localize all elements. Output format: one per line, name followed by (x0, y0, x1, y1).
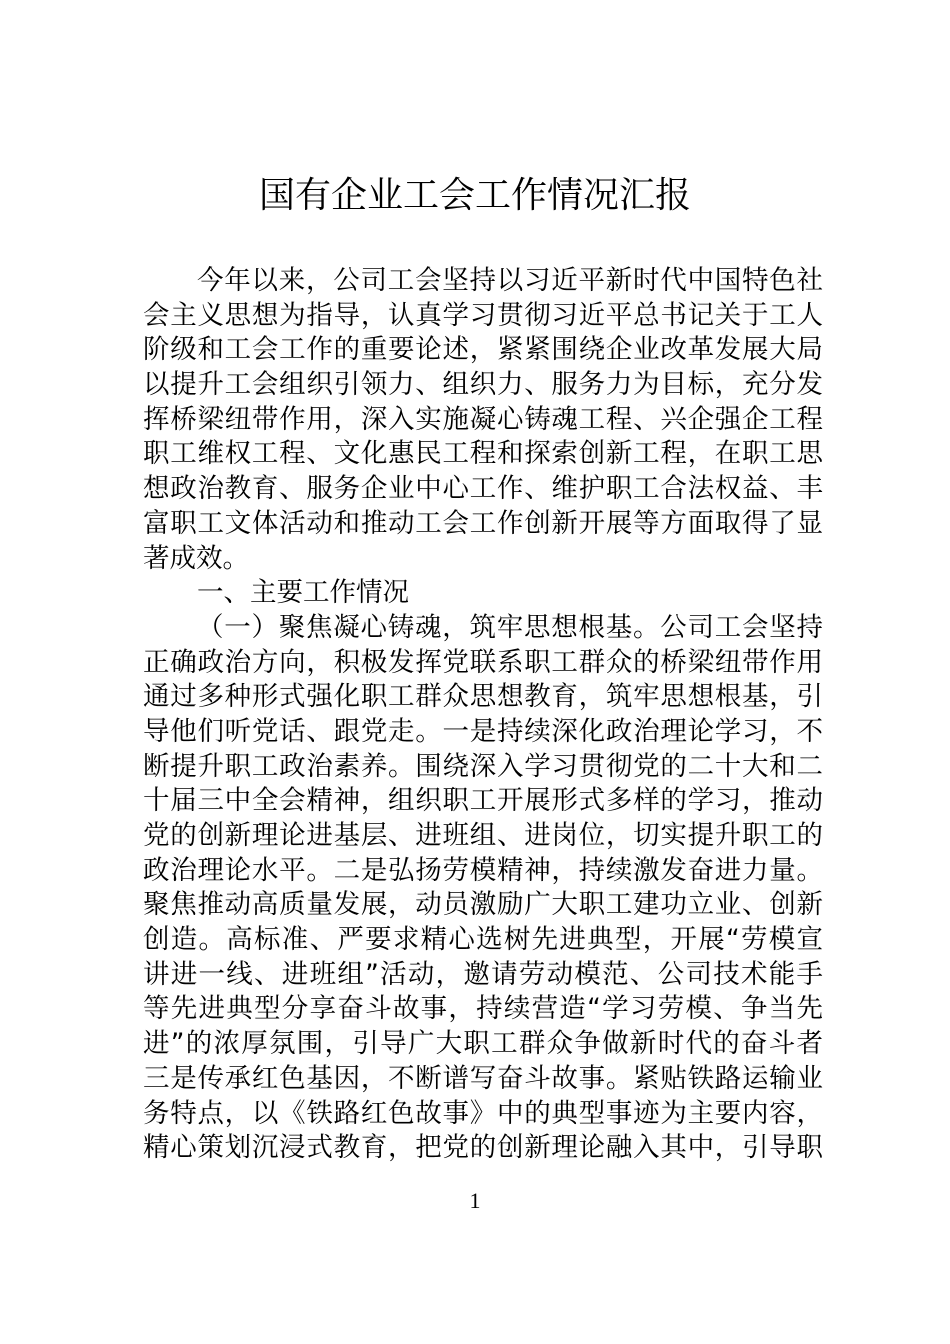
paragraph-line: 今年以来，公司工会坚持以习近平新时代中国特色社 (197, 265, 823, 296)
paragraph-line: 讲进一线、进班组”活动，邀请劳动模范、公司技术能手 (143, 958, 823, 990)
paragraph-line: （一）聚焦凝心铸魂，筑牢思想根基。公司工会坚持 (197, 611, 823, 643)
page-number: 1 (469, 1188, 481, 1213)
paragraph-line: 正确政治方向，积极发挥党联系职工群众的桥梁纽带作用 (143, 646, 823, 678)
document-body (143, 264, 823, 1166)
paragraph-line: 务特点，以《铁路红色故事》中的典型事迹为主要内容， (143, 1097, 823, 1129)
paragraph-line: 挥桥梁纽带作用，深入实施凝心铸魂工程、兴企强企工程 (143, 403, 823, 435)
paragraph-line: 创造。高标准、严要求精心选树先进典型，开展“劳模宣 (143, 924, 823, 956)
section-heading: 一、主要工作情况 (197, 577, 409, 609)
paragraph-line: 阶级和工会工作的重要论述，紧紧围绕企业改革发展大局 (143, 334, 823, 366)
paragraph-line: 导他们听党话、跟党走。一是持续深化政治理论学习，不 (143, 715, 823, 747)
paragraph-line: 著成效。 (143, 542, 249, 574)
paragraph-line: 等先进典型分享奋斗故事，持续营造“学习劳模、争当先 (143, 993, 823, 1025)
paragraph-line: 政治理论水平。二是弘扬劳模精神，持续激发奋进力量。 (143, 854, 823, 886)
paragraph-line: 断提升职工政治素养。围绕深入学习贯彻党的二十大和二 (143, 750, 823, 782)
paragraph-line: 三是传承红色基因，不断谱写奋斗故事。紧贴铁路运输业 (143, 1062, 823, 1094)
paragraph-line: 进”的浓厚氛围，引导广大职工群众争做新时代的奋斗者 (143, 1028, 823, 1060)
paragraph-line: 聚焦推动高质量发展，动员激励广大职工建功立业、创新 (143, 889, 823, 921)
paragraph-line: 党的创新理论进基层、进班组、进岗位，切实提升职工的 (143, 820, 823, 851)
paragraph-line: 富职工文体活动和推动工会工作创新开展等方面取得了显 (143, 507, 823, 539)
paragraph-line: 以提升工会组织引领力、组织力、服务力为目标，充分发 (143, 369, 823, 401)
paragraph-line: 想政治教育、服务企业中心工作、维护职工合法权益、丰 (143, 473, 823, 505)
paragraph-line: 通过多种形式强化职工群众思想教育，筑牢思想根基，引 (143, 681, 823, 713)
paragraph-line: 会主义思想为指导，认真学习贯彻习近平总书记关于工人 (143, 299, 823, 331)
paragraph-line: 十届三中全会精神，组织职工开展形式多样的学习，推动 (143, 785, 823, 817)
paragraph-line: 精心策划沉浸式教育，把党的创新理论融入其中，引导职 (143, 1132, 823, 1164)
document-title: 国有企业工会工作情况汇报 (258, 175, 691, 216)
paragraph-line: 职工维权工程、文化惠民工程和探索创新工程，在职工思 (143, 438, 823, 470)
